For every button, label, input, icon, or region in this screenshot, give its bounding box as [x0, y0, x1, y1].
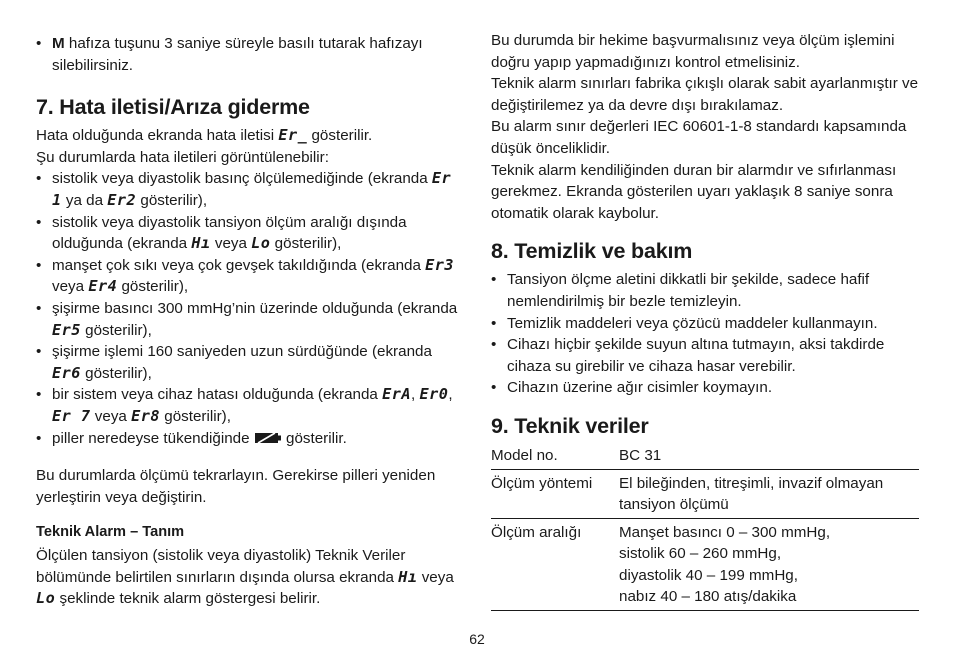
section-title-cleaning: 8. Temizlik ve bakım — [491, 239, 693, 264]
lcd-code: Er3 — [425, 255, 455, 274]
lcd-code: Er8 — [131, 406, 161, 425]
paragraph: Bu durumlarda ölçümü tekrarlayın. Gerekirse pilleri yeniden yerleştirin veya değiştirin. — [36, 467, 436, 506]
lcd-code: Er5 — [52, 320, 81, 339]
table-row — [491, 443, 919, 469]
left-column — [36, 30, 464, 610]
paragraph: Teknik alarm sınırları fabrika çıkışlı olarak sabit ayarlanmıştır ve değiştirilemez ya da devre dışı bırakılamaz. — [491, 75, 919, 114]
page-number: 62 — [469, 631, 485, 647]
paragraph: Teknik alarm kendiliğinden duran bir alarmdır ve sıfırlanması gerekmez. Ekranda gösterilen uyarı yaklaşık 8 saniye sonra otomatik olarak kaybolur. — [491, 161, 897, 222]
list-item: • piller neredeyse tükendiğinde gösterilir. — [36, 428, 464, 450]
lcd-code: Er6 — [52, 363, 81, 382]
list-item-text: hafıza tuşunu 3 saniye süreyle basılı tutarak hafızayı silebilirsiniz. — [52, 35, 423, 74]
paragraph: Hata olduğunda ekranda hata iletisi Er_ gösterilir. — [36, 126, 373, 145]
lcd-code: Lo — [36, 589, 56, 608]
list-item: • sistolik veya diyastolik tansiyon ölçüm aralığı dışında olduğunda (ekranda Hı veya Lo gösterilir), — [36, 212, 464, 255]
spec-value: El bileğinden, titreşimli, invazif olmayan tansiyon ölçümü — [619, 469, 919, 518]
right-column — [491, 30, 919, 611]
lcd-code: Er4 — [88, 277, 118, 296]
spec-value: Manşet basıncı 0 – 300 mmHg, sistolik 60 – 260 mmHg, diyastolik 40 – 199 mmHg, nabız 40 – 180 atış/dakika — [619, 518, 919, 610]
paragraph: Ölçülen tansiyon (sistolik veya diyastolik) Teknik Veriler bölümünde belirtilen sınırların dışında olursa ekranda Hı veya Lo şeklinde teknik alarm göstergesi belirir. — [36, 547, 454, 608]
list-item: • Cihazın üzerine ağır cisimler koymayın. — [491, 377, 919, 399]
lcd-code: Hı — [398, 567, 418, 586]
list-item: • Tansiyon ölçme aletini dikkatli bir şekilde, sadece hafif nemlendirilmiş bir bezle temizleyin. — [491, 269, 919, 312]
spec-value: BC 31 — [619, 443, 919, 469]
lcd-code: Er 7 — [52, 406, 91, 425]
paragraph: Bu durumda bir hekime başvurmalısınız veya ölçüm işlemini doğru yapıp yapmadığınızı kontrol etmelisiniz. — [491, 32, 895, 71]
section-title-errors: 7. Hata iletisi/Arıza giderme — [36, 95, 310, 120]
lcd-code: Er0 — [419, 385, 449, 404]
low-battery-icon — [254, 431, 282, 445]
lcd-code: Er_ — [278, 126, 308, 145]
lcd-code: Er2 — [107, 190, 137, 209]
section-title-specs: 9. Teknik veriler — [491, 413, 649, 438]
spec-table — [491, 443, 919, 611]
lcd-code: Lo — [251, 234, 271, 253]
table-row — [491, 518, 919, 610]
spec-key: Model no. — [491, 443, 619, 469]
paragraph: Şu durumlarda hata iletileri görüntülenebilir: — [36, 148, 329, 166]
list-item: • manşet çok sıkı veya çok gevşek takıldığında (ekranda Er3 veya Er4 gösterilir), — [36, 255, 464, 298]
list-item: • Temizlik maddeleri veya çözücü maddeler kullanmayın. — [491, 313, 919, 335]
spec-key: Ölçüm yöntemi — [491, 469, 619, 518]
list-item: • şişirme basıncı 300 mmHg’nin üzerinde olduğunda (ekranda Er5 gösterilir), — [36, 298, 464, 341]
spec-key: Ölçüm aralığı — [491, 518, 619, 610]
lcd-code: Er 1 — [52, 169, 452, 209]
table-row — [491, 469, 919, 518]
list-item: • şişirme işlemi 160 saniyeden uzun sürdüğünde (ekranda Er6 gösterilir), — [36, 341, 464, 384]
list-item: • sistolik veya diyastolik basınç ölçülemediğinde (ekranda Er 1 ya da Er2 gösterilir), — [36, 168, 464, 211]
alarm-heading: Teknik Alarm – Tanım — [36, 524, 185, 541]
lcd-code: ErA — [382, 385, 412, 404]
memory-key: M — [52, 35, 65, 52]
lcd-code: Hı — [191, 234, 211, 253]
list-item: • bir sistem veya cihaz hatası olduğunda (ekranda ErA, Er0, Er 7 veya Er8 gösterilir), — [36, 384, 464, 427]
list-item — [36, 33, 464, 76]
list-item: • Cihazı hiçbir şekilde suyun altına tutmayın, aksi takdirde cihaza su girebilir ve cihaza hasar verebilir. — [491, 334, 919, 377]
paragraph: Bu alarm sınır değerleri IEC 60601-1-8 standardı kapsamında düşük önceliklidir. — [491, 118, 907, 157]
